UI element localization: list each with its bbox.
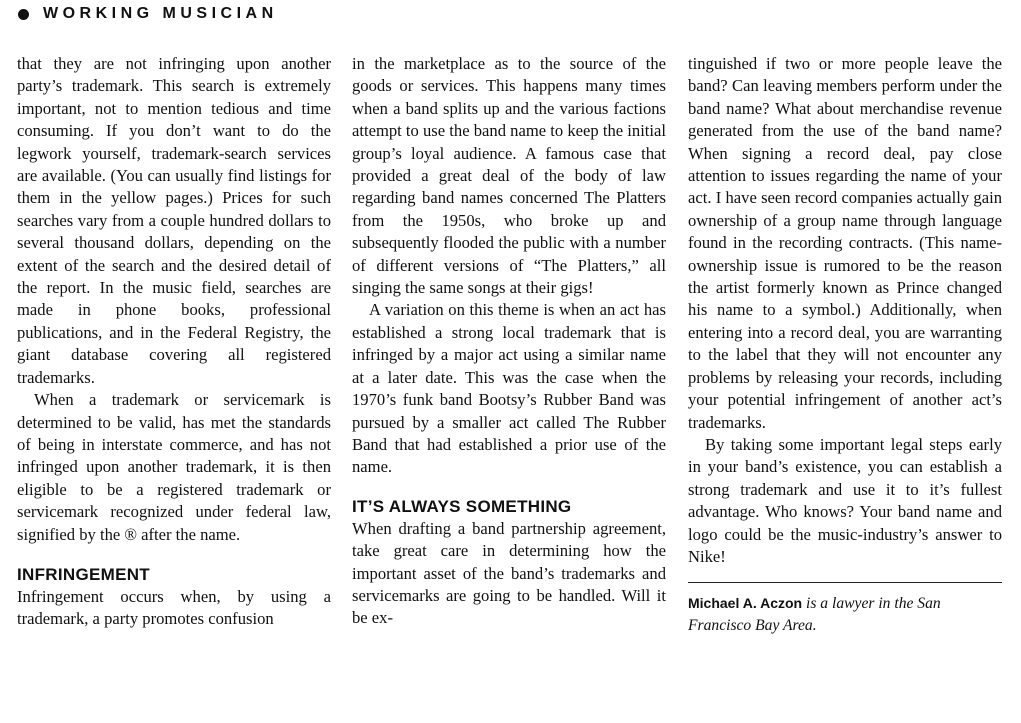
author-byline	[688, 592, 1002, 637]
subheading-always-something: IT’S ALWAYS SOMETHING	[352, 496, 572, 516]
author-name: Michael A. Aczon	[688, 595, 803, 612]
column-3	[688, 53, 1002, 637]
paragraph: By taking some important legal steps early in your band’s existence, you can establish a strong trademark and use it to it’s fullest advantage. Who knows? Your band name and logo could be the music-industry’s answer to Nike!	[688, 434, 1002, 566]
paragraph: A variation on this theme is when an act has established a strong local trademark that is infringed by a major act using a similar name at a later date. This was the case when the 1970’s funk band Bootsy’s Rubber Band was pursued by a smaller act called The Rubber Band that had established a prior use of the name.	[352, 300, 666, 477]
paragraph: that they are not infringing upon another party’s trademark. This search is extremely important, not to mention tedious and time consuming. If you don’t want to do the legwork yourself, trademark-search services are available. (You can usually find listings for them in the yellow pages.) Prices for such searches vary from a couple hundred dollars to several thousand dollars, depending on the extent of the search and the desired detail of the report. In the music field, searches are made in phone books, professional publications, and in the Federal Registry, the giant database covering all registered trademarks.	[17, 54, 331, 387]
paragraph: When a trademark or servicemark is determined to be valid, has met the standards of being in interstate commerce, and has not infringed upon another trademark, it is then eligible to be a registered trademark or servicemark recognized under federal law, signified by the ® after the name.	[17, 390, 331, 544]
section-title: WORKING MUSICIAN	[43, 5, 278, 22]
author-bio: is a lawyer in the San Francisco Bay Area.	[688, 595, 941, 635]
paragraph: tinguished if two or more people leave the band? Can leaving members perform under the band name? What about merchandise revenue generated from the use of the band name? When signing a record deal, pay close attention to issues regarding the name of your act. I have seen record companies actually gain ownership of a group name through language found in the recording contracts. (This name-ownership issue is rumored to be the reason the artist formerly known as Prince changed his name to a symbol.) Additionally, when entering into a record deal, you are warranting to the label that they will not encounter any problems by releasing your records, including your potential infringement of another act’s trademarks.	[688, 54, 1002, 432]
paragraph: Infringement occurs when, by using a trademark, a party promotes confusion	[17, 586, 331, 629]
byline-divider	[688, 582, 1002, 583]
column-2	[352, 53, 666, 630]
subheading-infringement: INFRINGEMENT	[17, 564, 150, 584]
bullet-icon	[18, 9, 29, 20]
page-header	[18, 5, 278, 23]
paragraph: in the marketplace as to the source of the goods or services. This happens many times when a band splits up and the various factions attempt to use the band name to keep the initial group’s loyal audience. A famous case that provided a great deal of the body of law regarding band names concerned The Platters from the 1950s, who broke up and subsequently flooded the public with a number of different versions of “The Platters,” all singing the same songs at their gigs!	[352, 54, 666, 298]
paragraph: When drafting a band partnership agreement, take great care in determining how the important asset of the band’s trademarks and servicemarks are going to be handled. Will it be ex-	[352, 518, 666, 628]
column-1	[17, 53, 331, 631]
